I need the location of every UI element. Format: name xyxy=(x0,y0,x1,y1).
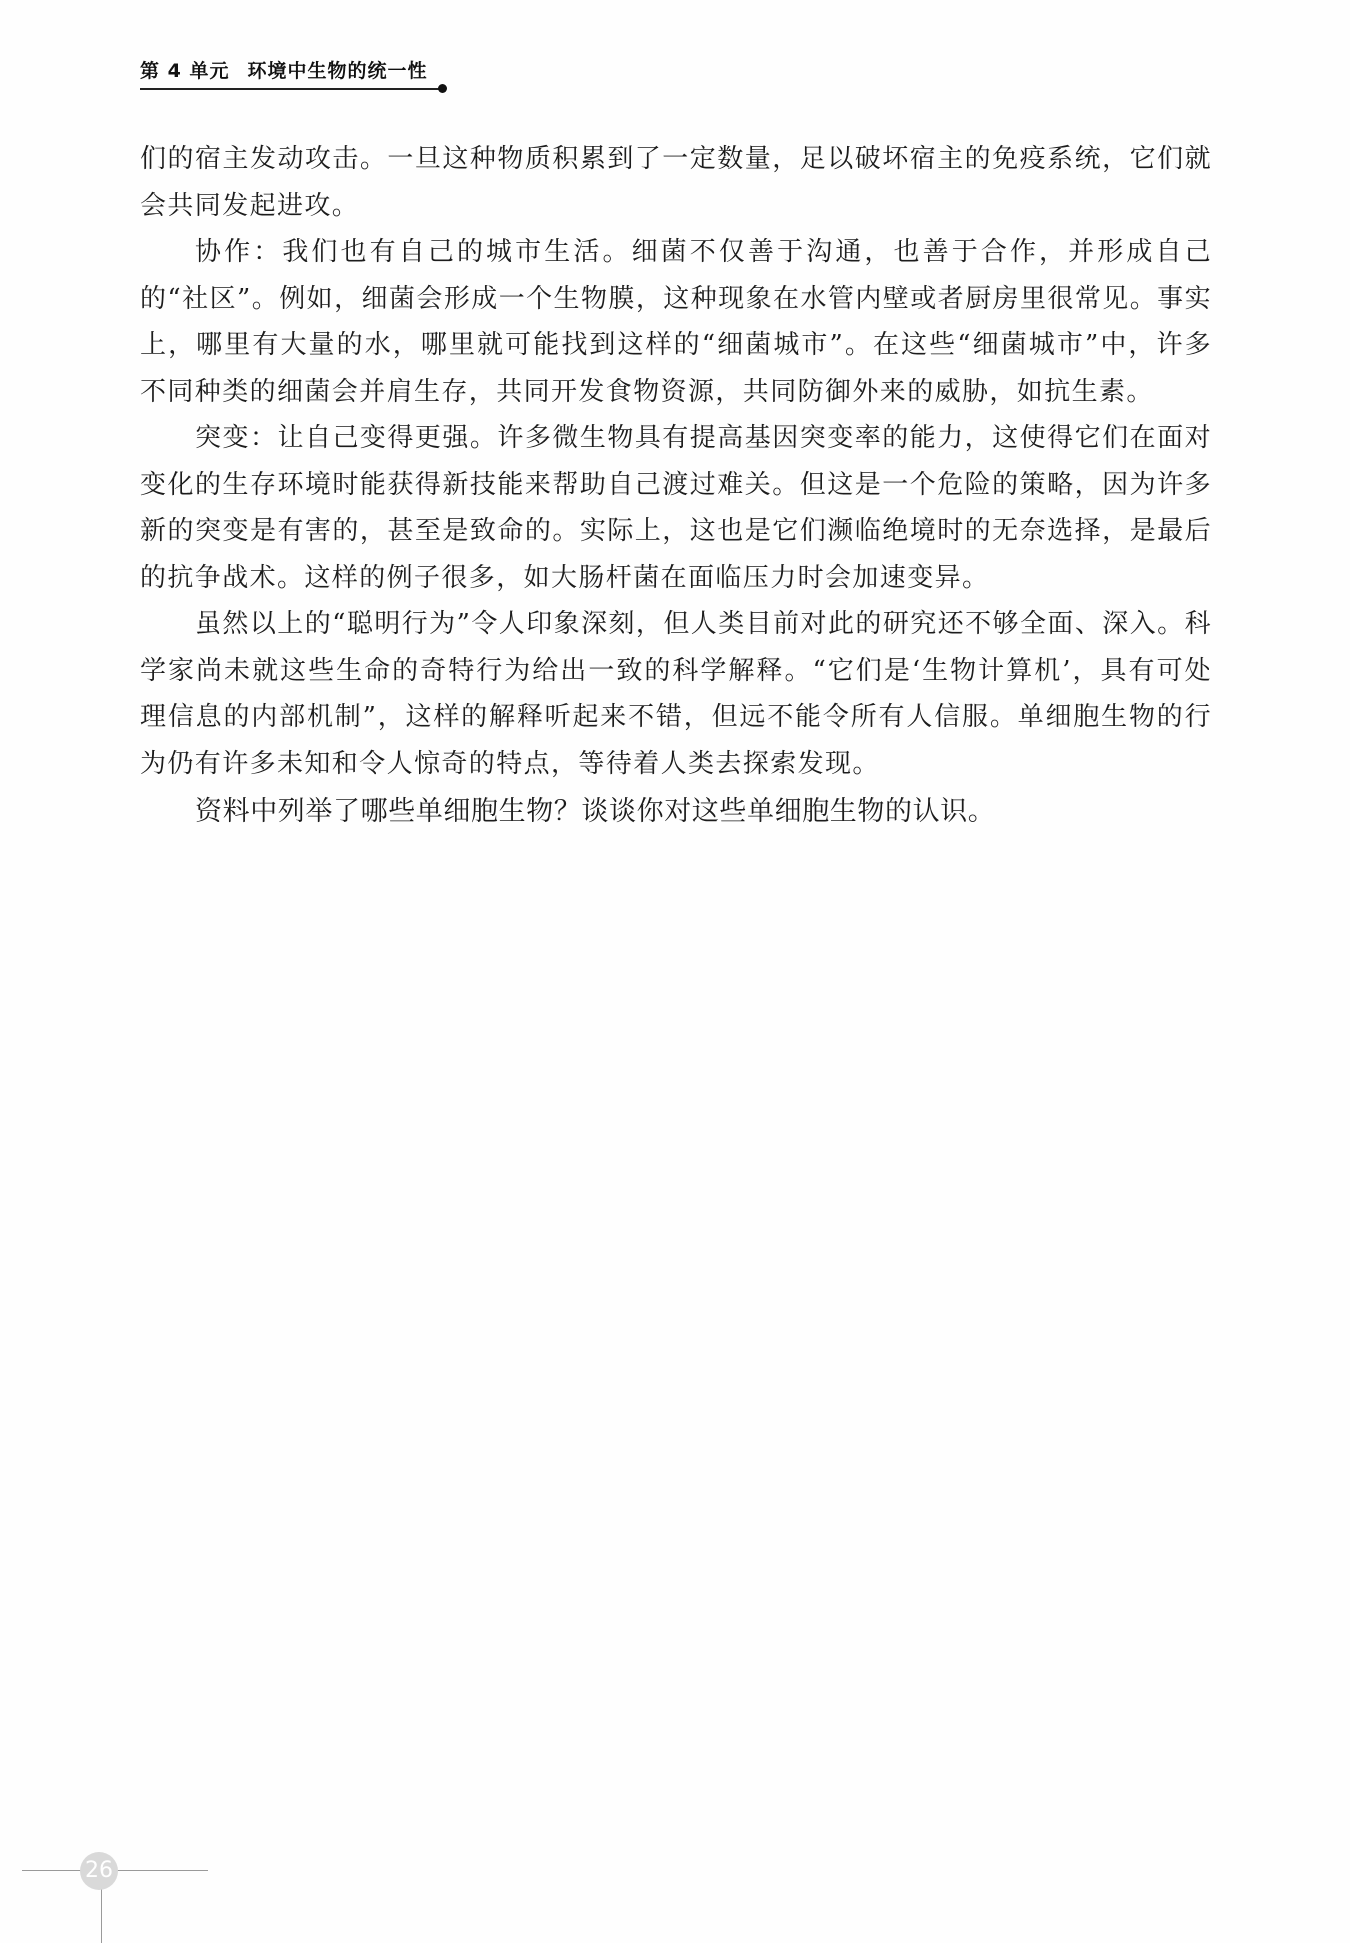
paragraph-continuation: 们的宿主发动攻击。一旦这种物质积累到了一定数量，足以破坏宿主的免疫系统，它们就会共同发起进攻。 xyxy=(140,144,1212,221)
paragraph-summary: 虽然以上的“聪明行为”令人印象深刻，但人类目前对此的研究还不够全面、深入。科学家尚未就这些生命的奇特行为给出一致的科学解释。“它们是‘生物计算机’，具有可处理信息的内部机制”，这样的解释听起来不错，但远不能令所有人信服。单细胞生物的行为仍有许多未知和令人惊奇的特点，等待着人类去探索发现。 xyxy=(140,609,1212,779)
header-text xyxy=(140,56,427,83)
body-text xyxy=(140,136,1212,836)
paragraph-cooperation: 协作：我们也有自己的城市生活。细菌不仅善于沟通，也善于合作，并形成自己的“社区”。例如，细菌会形成一个生物膜，这种现象在水管内壁或者厨房里很常见。事实上，哪里有大量的水，哪里就可能找到这样的“细菌城市”。在这些“细菌城市”中，许多不同种类的细菌会并肩生存，共同开发食物资源，共同防御外来的威胁，如抗生素。 xyxy=(140,237,1212,407)
header-dot xyxy=(438,84,447,93)
paragraph-mutation: 突变：让自己变得更强。许多微生物具有提高基因突变率的能力，这使得它们在面对变化的生存环境时能获得新技能来帮助自己渡过难关。但这是一个危险的策略，因为许多新的突变是有害的，甚至是致命的。实际上，这也是它们濒临绝境时的无奈选择，是最后的抗争战术。这样的例子很多，如大肠杆菌在面临压力时会加速变异。 xyxy=(140,423,1212,593)
page-number: 26 xyxy=(85,1858,113,1883)
discussion-question: 资料中列举了哪些单细胞生物？谈谈你对这些单细胞生物的认识。 xyxy=(195,796,996,827)
header-rule xyxy=(140,88,440,90)
chapter-title: 环境中生物的统一性 xyxy=(247,60,428,82)
unit-label: 第 4 单元 xyxy=(140,60,230,82)
running-header xyxy=(140,56,450,96)
